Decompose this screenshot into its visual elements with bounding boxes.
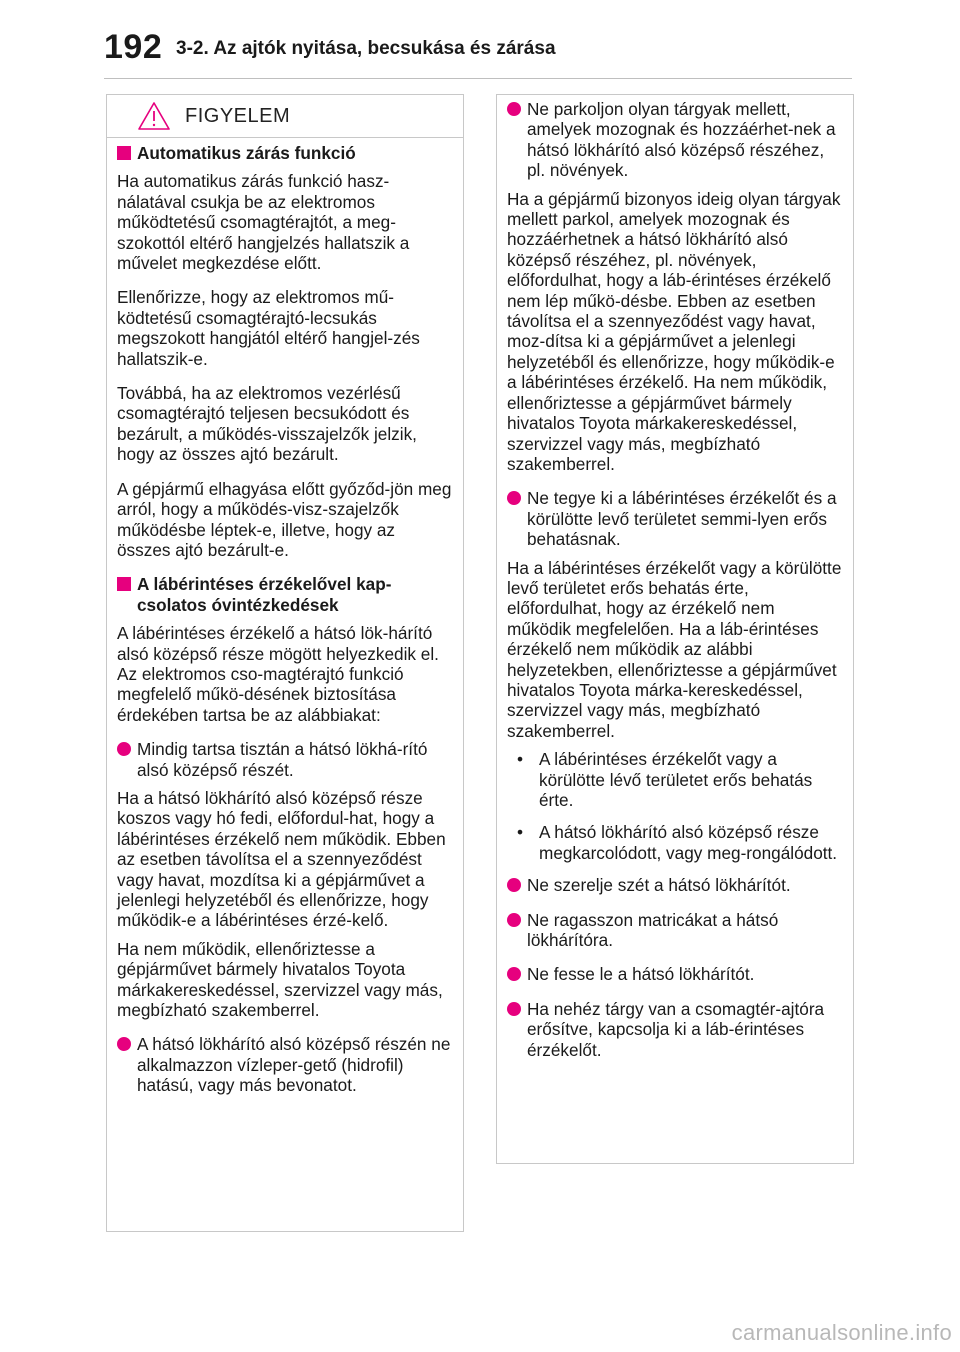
list-item — [507, 964, 843, 984]
paragraph: Ha nem működik, ellenőriztesse a gépjárművet bármely hivatalos Toyota márkakereskedéssel, szervizzel vagy más, megbízható szakemberrel. — [117, 938, 443, 1021]
list-item-text: Ha nehéz tárgy van a csomagtér-ajtóra erősítve, kapcsolja ki a láb-érintéses érzékelőt. — [527, 998, 825, 1060]
list-item — [507, 99, 843, 181]
circle-bullet-icon — [507, 102, 521, 116]
paragraph: A lábérintéses érzékelő a hátsó lök-hárító alsó középső része mögött helyezkedik el. Az elektromos cso-magtérajtó funkció megfelelő műkö-désének biztosítása érdekében tartsa be az alábbiakat: — [117, 623, 439, 725]
subsection-heading — [117, 574, 453, 615]
list-item-text: Mindig tartsa tisztán a hátsó lökhá-rító alsó középső részét. — [137, 739, 428, 780]
paragraph: Ha a hátsó lökhárító alsó középső része koszos vagy hó fedi, előfordul-hat, hogy a lábérintéses érzékelő nem működik. Ebben az esetben távolítsa el a szennyeződést vagy havat, mozdítsa ki a gépjárművet a jelenlegi helyzetéből és ellenőrizze, hogy működik-e a lábérintéses érzé-kelő. — [117, 787, 446, 931]
warning-header — [107, 95, 463, 138]
list-item-text: A hátsó lökhárító alsó középső részén ne alkalmazzon vízleper-gető (hidrofil) hatású, vagy más bevonatot. — [137, 1034, 451, 1096]
paragraph: Ellenőrizze, hogy az elektromos mű-ködtetésű csomagtérajtó-lecsukás megszokott hangjától eltérő hangjel-zés hallatszik-e. — [117, 287, 420, 369]
list-item-text: Ne tegye ki a lábérintéses érzékelőt és a körülötte levő területet semmi-lyen erős behatásnak. — [527, 488, 837, 550]
list-item-text: Ne szerelje szét a hátsó lökhárítót. — [527, 875, 791, 896]
list-item — [117, 1034, 453, 1095]
circle-bullet-icon — [507, 967, 521, 981]
bullet-mark: • — [517, 822, 524, 843]
circle-bullet-icon — [507, 878, 521, 892]
sub-list-item — [507, 822, 843, 863]
square-bullet-icon — [117, 577, 131, 591]
warning-box-right — [496, 94, 854, 1164]
page-number: 192 — [104, 28, 163, 66]
circle-bullet-icon — [507, 1002, 521, 1016]
warning-content-right — [497, 95, 853, 1060]
circle-bullet-icon — [507, 913, 521, 927]
subsection-heading — [117, 143, 453, 163]
header-divider — [104, 78, 852, 79]
subsection-title: Automatikus zárás funkció — [137, 143, 356, 163]
paragraph: Ha automatikus zárás funkció hasz-nálatával csukja be az elektromos működtetésű csomagtérajtót, a meg-szokottól eltérő hangjelzés hallatszik a művelet megkezdése előtt. — [117, 171, 410, 274]
warning-content-left — [107, 138, 463, 1096]
sub-list-item-text: A lábérintéses érzékelőt vagy a körülötte lévő területet erős behatás érte. — [539, 749, 813, 810]
warning-triangle-icon — [137, 101, 171, 131]
section-title: 3-2. Az ajtók nyitása, becsukása és zárása — [176, 38, 556, 59]
circle-bullet-icon — [507, 491, 521, 505]
sub-list-item — [507, 749, 843, 810]
warning-box-left — [106, 94, 464, 1232]
circle-bullet-icon — [117, 1037, 131, 1051]
square-bullet-icon — [117, 146, 131, 160]
list-item-text: Ne ragasszon matricákat a hátsó lökhárítóra. — [527, 909, 779, 951]
watermark: carmanualsonline.info — [731, 1320, 952, 1345]
list-item — [507, 488, 843, 549]
list-item — [507, 875, 843, 895]
paragraph: A gépjármű elhagyása előtt győződ-jön meg arról, hogy a működés-visz-szajelzők működésbe léptek-e, illetve, hogy az összes ajtó bezárult-e. — [117, 478, 452, 560]
bullet-mark: • — [517, 749, 524, 770]
paragraph: Ha a lábérintéses érzékelőt vagy a körülötte levő területet erős behatás érte, előfordulhat, hogy az érzékelő nem működik megfelelően. Ha a láb-érintéses érzékelő nem működik az alábbi helyzetekben, ellenőriztesse a gépjárművet hivatalos Toyota márka-kereskedéssel, szervizzel vagy más, megbízható szakemberrel. — [507, 557, 842, 741]
list-item — [507, 910, 843, 951]
subsection-title: A lábérintéses érzékelővel kap-csolatos óvintézkedések — [137, 574, 392, 615]
list-item — [507, 999, 843, 1060]
circle-bullet-icon — [117, 742, 131, 756]
list-item — [117, 739, 453, 780]
paragraph: Ha a gépjármű bizonyos ideig olyan tárgyak mellett parkol, amelyek mozognak és hozzáérhetnek a hátsó lökhárító alsó középső részéhez, pl. növények, előfordulhat, hogy a láb-érintéses érzékelő nem lép műkö-désbe. Ebben az esetben távolítsa el a szennyeződést vagy havat, moz-dítsa ki a gépjárművet a jelenlegi helyzetéből és ellenőrizze, hogy működik-e a lábérintéses érzékelő. Ha nem működik, ellenőriztesse a gépjárművet bármely hivatalos Toyota márkakereskedéssel, szervizzel vagy más, megbízható szakemberrel. — [507, 188, 841, 474]
paragraph: Továbbá, ha az elektromos vezérlésű csomagtérajtó teljesen becsukódott és bezárult, a működés-visszajelzők jelzik, hogy az összes ajtó bezárult. — [117, 383, 417, 465]
list-item-text: Ne fesse le a hátsó lökhárítót. — [527, 964, 755, 985]
sub-list-item-text: A hátsó lökhárító alsó középső része megkarcolódott, vagy meg-rongálódott. — [539, 822, 838, 863]
warning-label: FIGYELEM — [185, 104, 291, 127]
list-item-text: Ne parkoljon olyan tárgyak mellett, amelyek mozognak és hozzáérhet-nek a hátsó lökhárító alsó középső részéhez, pl. növények. — [527, 99, 836, 181]
